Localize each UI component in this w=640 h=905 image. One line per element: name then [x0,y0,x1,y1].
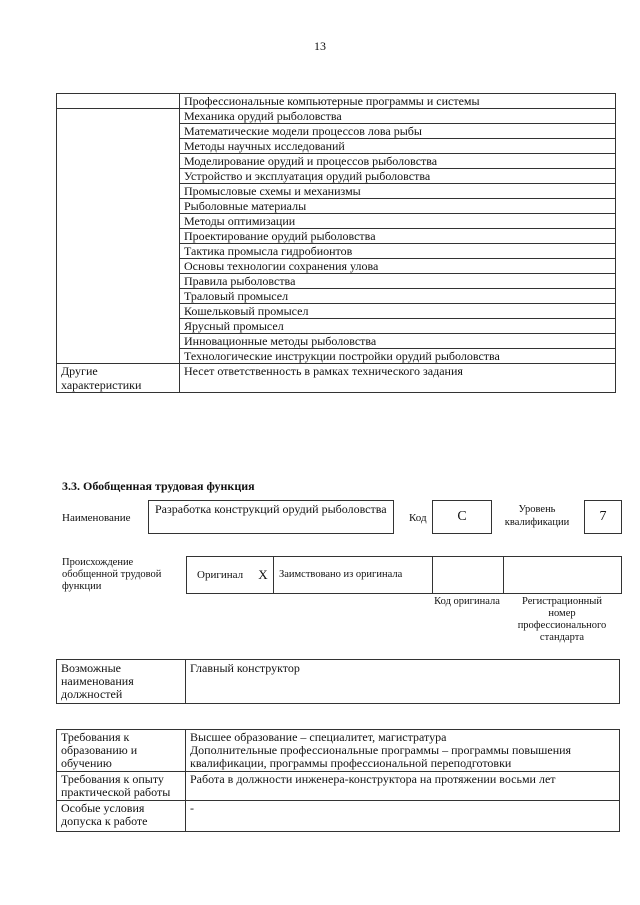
experience-value: Работа в должности инженера-конструктора на протяжении восьми лет [186,772,620,801]
positions-table [56,659,620,704]
requirements-table [56,729,620,832]
code-label: Код [409,512,427,524]
level-label: Уровень квалификации [504,504,570,528]
section-title: 3.3. Обобщенная трудовая функция [62,479,255,493]
special-value: - [186,801,620,832]
code-box [432,500,492,534]
code-original-label: Код оригинала [434,596,500,607]
knowledge-item: Инновационные методы рыболовства [180,334,616,349]
borrowed-label: Заимствовано из оригинала [279,569,403,580]
knowledge-item: Рыболовные материалы [180,199,616,214]
knowledge-item: Технологические инструкции постройки орудий рыболовства [180,349,616,364]
code-value: С [457,509,467,524]
knowledge-item: Моделирование орудий и процессов рыболовства [180,154,616,169]
original-cell [187,557,253,593]
knowledge-table [56,93,616,393]
borrowed-cell [273,557,433,593]
knowledge-item: Тактика промысла гидробионтов [180,244,616,259]
experience-label: Требования к опыту практической работы [57,772,186,801]
knowledge-item: Методы научных исследований [180,139,616,154]
education-label: Требования к образованию и обучению [57,730,186,772]
special-label: Особые условия допуска к работе [57,801,186,832]
knowledge-item: Механика орудий рыболовства [180,109,616,124]
reg-number-label: Регистрационный номер профессионального стандарта [517,596,607,643]
reg-number-cell [503,557,621,593]
knowledge-item: Математические модели процессов лова рыбы [180,124,616,139]
page-number: 13 [314,39,326,53]
other-characteristics-value: Несет ответственность в рамках технического задания [180,364,616,393]
origin-label: Происхождение обобщенной трудовой функции [62,557,162,592]
education-line-2: Дополнительные профессиональные программы – программы повышения квалификации, программы профессиональной переподготовки [190,743,572,770]
name-value: Разработка конструкций орудий рыболовства [155,502,387,516]
code-original-cell [433,557,504,593]
knowledge-item: Профессиональные компьютерные программы и системы [180,94,616,109]
origin-table [186,556,622,594]
name-box [148,500,394,534]
knowledge-item: Основы технологии сохранения улова [180,259,616,274]
knowledge-item: Промысловые схемы и механизмы [180,184,616,199]
other-characteristics-label: Другие характеристики [57,364,180,393]
original-label: Оригинал [197,569,244,581]
education-value [186,730,620,772]
knowledge-item: Ярусный промысел [180,319,616,334]
knowledge-item: Устройство и эксплуатация орудий рыболовства [180,169,616,184]
original-mark: Х [253,557,274,593]
level-value: 7 [599,509,607,524]
positions-label: Возможные наименования должностей [57,660,186,704]
knowledge-item: Кошельковый промысел [180,304,616,319]
knowledge-item: Правила рыболовства [180,274,616,289]
knowledge-item: Методы оптимизации [180,214,616,229]
level-box [584,500,622,534]
positions-value: Главный конструктор [186,660,620,704]
knowledge-item: Траловый промысел [180,289,616,304]
knowledge-left-cell [57,94,180,109]
name-label: Наименование [62,512,131,524]
education-line-1: Высшее образование – специалитет, магистратура [190,730,447,744]
knowledge-item: Проектирование орудий рыболовства [180,229,616,244]
